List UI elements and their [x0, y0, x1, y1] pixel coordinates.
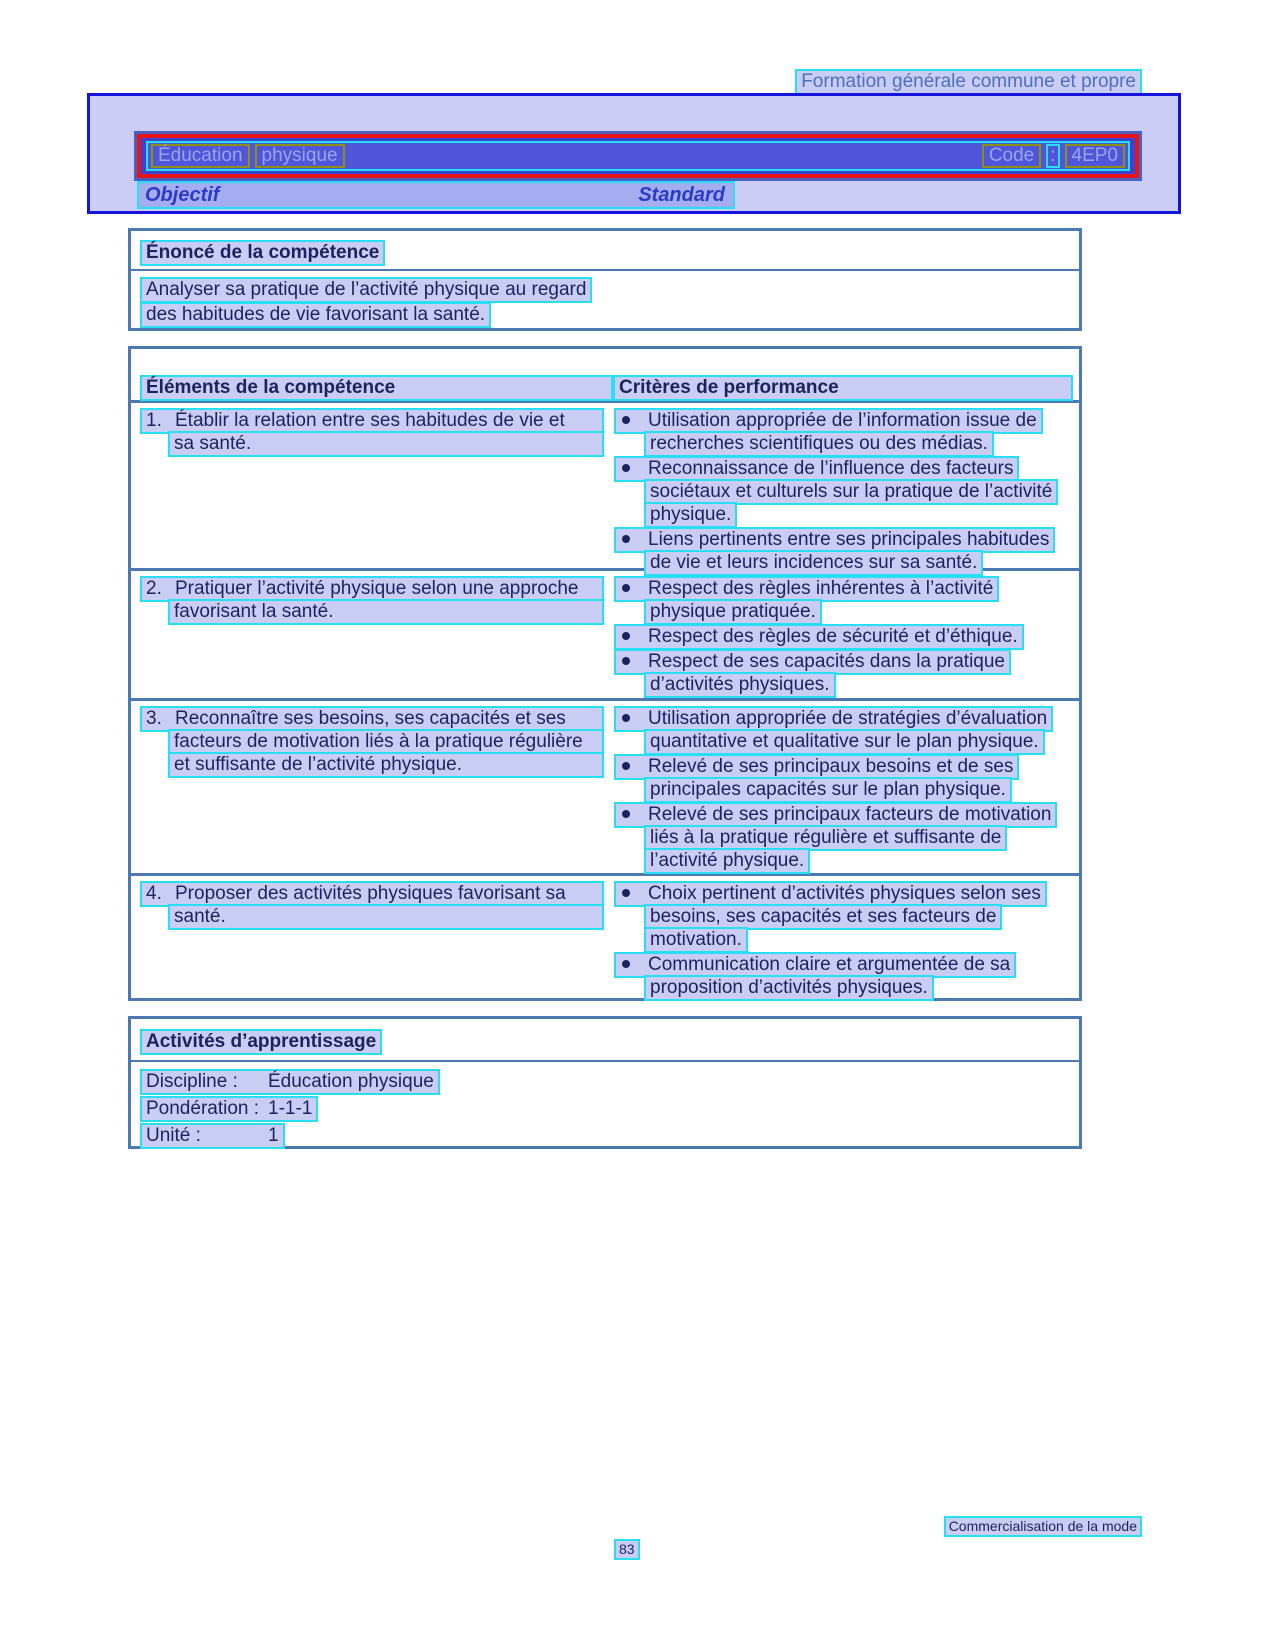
element-line: Proposer des activités physiques favorisant sa — [175, 883, 566, 904]
criterion-item — [614, 576, 1073, 622]
intro-box — [87, 93, 1181, 214]
table-row — [131, 403, 1079, 571]
criterion-item — [614, 802, 1073, 871]
criterion-line: Utilisation appropriée de stratégies d’évaluation — [648, 708, 1048, 729]
table-header-row — [131, 349, 1079, 403]
course-title — [151, 144, 350, 168]
criterion-line: Reconnaissance de l’influence des facteurs — [648, 458, 1014, 479]
objectif-heading: Objectif — [145, 184, 220, 206]
criterion-item — [614, 649, 1073, 695]
activites-box — [128, 1016, 1082, 1149]
criterion-line: Liens pertinents entre ses principales habitudes — [648, 529, 1050, 550]
field-label: Pondération : — [146, 1098, 260, 1119]
element-line: Établir la relation entre ses habitudes de vie et — [175, 410, 565, 431]
course-title-word: Éducation — [151, 144, 250, 168]
criterion-line: motivation. — [644, 927, 748, 953]
field-label: Discipline : — [146, 1071, 238, 1092]
field-row — [140, 1123, 1079, 1150]
enonce-box — [128, 228, 1082, 331]
criterion-line: Respect des règles de sécurité et d’éthique. — [648, 626, 1018, 647]
bullet-icon — [622, 889, 630, 897]
element-number: 2. — [146, 578, 162, 599]
criterion-item — [614, 754, 1073, 800]
code-separator: : — [1046, 144, 1059, 168]
criterion-line: sociétaux et culturels sur la pratique de l’activité — [644, 479, 1058, 505]
criterion-item — [614, 624, 1073, 647]
element-line: Reconnaître ses besoins, ses capacités et ses — [175, 708, 566, 729]
activites-title: Activités d’apprentissage — [140, 1029, 382, 1055]
element-cell — [140, 408, 604, 568]
bullet-icon — [622, 416, 630, 424]
course-title-word: physique — [255, 144, 345, 168]
criterion-line: besoins, ses capacités et ses facteurs de — [644, 904, 1002, 930]
page-number: 83 — [614, 1539, 640, 1560]
criteria-cell — [614, 408, 1073, 573]
criterion-item — [614, 881, 1073, 950]
footer-program-name: Commercialisation de la mode — [944, 1516, 1142, 1537]
bullet-icon — [622, 584, 630, 592]
field-value: 1 — [268, 1125, 279, 1146]
bullet-icon — [622, 762, 630, 770]
page-number-row — [614, 1539, 640, 1560]
running-header — [795, 69, 1142, 95]
element-number: 1. — [146, 410, 162, 431]
criterion-item — [614, 706, 1073, 752]
criterion-line: proposition d’activités physiques. — [644, 975, 934, 1001]
element-line: facteurs de motivation liés à la pratique régulière — [168, 729, 604, 755]
bullet-icon — [622, 657, 630, 665]
table-row — [131, 701, 1079, 876]
criterion-line: l’activité physique. — [644, 848, 810, 874]
element-line: sa santé. — [168, 431, 604, 457]
criterion-line: recherches scientifiques ou des médias. — [644, 431, 994, 457]
bullet-icon — [622, 464, 630, 472]
code-value: 4EP0 — [1065, 144, 1125, 168]
enonce-header — [131, 231, 1079, 271]
criterion-item — [614, 456, 1073, 525]
criterion-line: Relevé de ses principaux facteurs de motivation — [648, 804, 1052, 825]
program-name-header: Formation générale commune et propre — [795, 69, 1142, 95]
enonce-line: Analyser sa pratique de l’activité physique au regard — [140, 277, 592, 303]
field-label: Unité : — [146, 1125, 201, 1146]
criteria-cell — [614, 881, 1073, 1001]
bullet-icon — [622, 810, 630, 818]
field-row — [140, 1069, 1079, 1096]
element-line: santé. — [168, 904, 604, 930]
element-line: et suffisante de l’activité physique. — [168, 752, 604, 778]
bullet-icon — [622, 960, 630, 968]
criteres-header: Critères de performance — [613, 375, 1073, 401]
element-cell — [140, 706, 604, 873]
elements-header-cell — [140, 375, 613, 400]
table-row — [131, 876, 1079, 1001]
elements-header: Éléments de la compétence — [140, 375, 613, 401]
criteres-header-cell — [613, 375, 1073, 400]
element-number: 3. — [146, 708, 162, 729]
footer-program-row — [944, 1516, 1142, 1537]
field-value: Éducation physique — [268, 1071, 434, 1092]
criterion-item — [614, 952, 1073, 998]
course-banner-strip — [146, 141, 1130, 171]
activites-body — [131, 1062, 1079, 1150]
criterion-line: physique. — [644, 502, 737, 528]
code-label: Code — [982, 144, 1041, 168]
bullet-icon — [622, 714, 630, 722]
element-cell — [140, 576, 604, 698]
course-code — [982, 144, 1125, 168]
criterion-line: Respect des règles inhérentes à l’activité — [648, 578, 994, 599]
criterion-line: Choix pertinent d’activités physiques selon ses — [648, 883, 1041, 904]
criterion-line: Communication claire et argumentée de sa — [648, 954, 1011, 975]
bullet-icon — [622, 535, 630, 543]
enonce-title: Énoncé de la compétence — [140, 240, 385, 266]
standard-heading: Standard — [638, 184, 725, 206]
bullet-icon — [622, 632, 630, 640]
criterion-item — [614, 408, 1073, 454]
criterion-line: liés à la pratique régulière et suffisante de — [644, 825, 1007, 851]
enonce-line: des habitudes de vie favorisant la santé. — [140, 302, 491, 328]
criteria-cell — [614, 706, 1073, 873]
criterion-line: d’activités physiques. — [644, 672, 836, 698]
field-row — [140, 1096, 1079, 1123]
course-banner — [134, 131, 1142, 181]
criterion-line: quantitative et qualitative sur le plan physique. — [644, 729, 1045, 755]
field-value: 1-1-1 — [268, 1098, 313, 1119]
criterion-item — [614, 527, 1073, 573]
enonce-body — [131, 271, 1079, 327]
competence-table — [128, 346, 1082, 1001]
course-banner-frame — [137, 134, 1139, 178]
objectif-standard-highlight — [137, 181, 735, 209]
element-number: 4. — [146, 883, 162, 904]
criterion-line: de vie et leurs incidences sur sa santé. — [644, 550, 983, 576]
element-line: favorisant la santé. — [168, 599, 604, 625]
criterion-line: physique pratiquée. — [644, 599, 822, 625]
element-line: Pratiquer l’activité physique selon une approche — [175, 578, 579, 599]
criterion-line: Relevé de ses principaux besoins et de ses — [648, 756, 1014, 777]
table-row — [131, 571, 1079, 701]
criteria-cell — [614, 576, 1073, 698]
criterion-line: principales capacités sur le plan physique. — [644, 777, 1012, 803]
element-cell — [140, 881, 604, 1001]
activites-header — [131, 1019, 1079, 1062]
criterion-line: Respect de ses capacités dans la pratique — [648, 651, 1005, 672]
criterion-line: Utilisation appropriée de l’information issue de — [648, 410, 1037, 431]
objectif-standard-row — [137, 181, 735, 209]
